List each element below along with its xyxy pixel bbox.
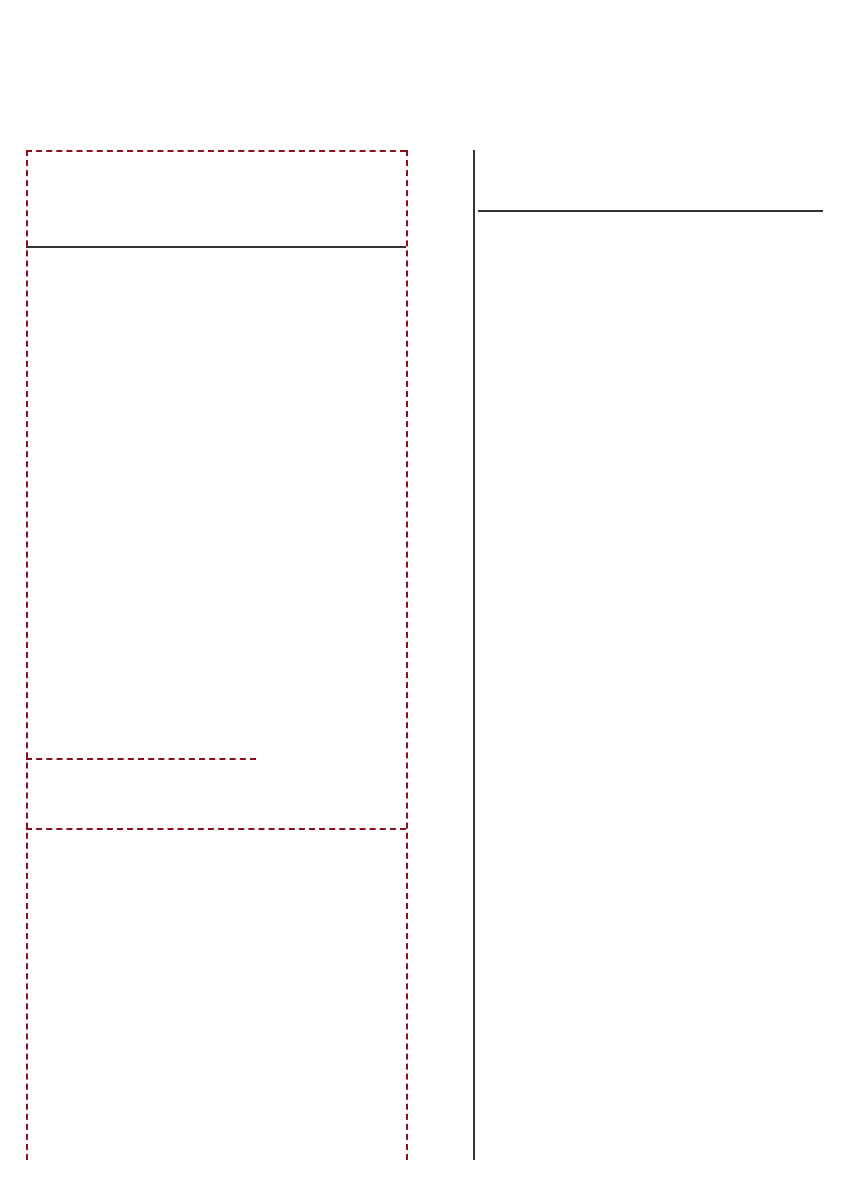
right-border-strip <box>826 28 848 1158</box>
left-border-strip <box>2 28 24 1158</box>
divider <box>478 210 823 212</box>
divider <box>26 150 406 152</box>
divider <box>26 246 406 248</box>
divider <box>473 150 475 1160</box>
divider <box>406 150 408 1160</box>
divider <box>26 758 256 760</box>
top-border-strip <box>0 0 850 26</box>
divider <box>26 150 28 1160</box>
divider <box>26 828 406 830</box>
